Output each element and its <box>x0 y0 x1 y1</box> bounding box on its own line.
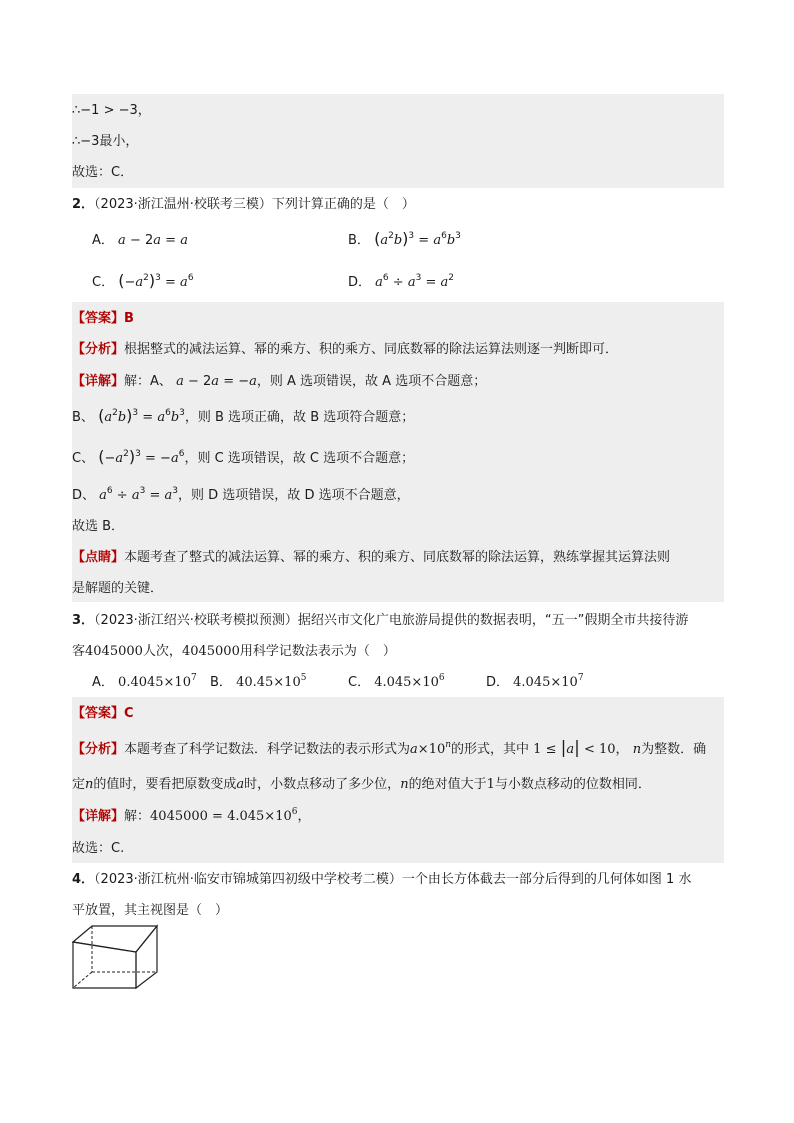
number: 4045000 <box>85 644 143 659</box>
detail-line: D、 $a^6 \div a^3 = a^3$，则 D 选项错误，故 D 选项不合题意， <box>72 486 410 503</box>
question-source: （2023·浙江温州·校联考三模） <box>94 197 272 212</box>
formula: $40.45\times 10^5$ <box>236 673 307 690</box>
conclusion-line: 故选：C. <box>72 841 125 856</box>
question-source: （2023·浙江杭州·临安市锦城第四初级中学校考二模） <box>94 872 402 887</box>
option-d <box>486 674 584 692</box>
formula: $4.045\times 10^6$ <box>374 673 445 690</box>
detail-line: 【详解】解：A、 a − 2a = −a，则 A 选项错误，故 A 选项不合题意； <box>72 374 487 389</box>
detail-text: C、 <box>72 451 95 466</box>
analysis-text: 与小数点移动的位数相同． <box>494 777 651 792</box>
option-d <box>348 274 454 292</box>
formula: a <box>118 233 126 248</box>
formula: $(-a^2)^3 = a^6$ <box>118 271 194 290</box>
question-4-stem-cont: 平放置，其主视图是（ ） <box>72 903 229 918</box>
right-face <box>136 926 157 988</box>
formula: $a^6 \div a^3 = a^2$ <box>375 273 455 290</box>
question-text: 据绍兴市文化广电旅游局提供的数据表明，“五一”假期全市共接待游 <box>297 613 689 628</box>
detail-text: ，则 A 选项错误，故 A 选项不合题意； <box>256 374 487 389</box>
detail-text: D、 <box>72 488 96 503</box>
comment-line <box>72 549 670 567</box>
option-c <box>92 271 194 292</box>
analysis-text: ， <box>615 742 629 757</box>
option-label: C． <box>348 675 371 690</box>
answer-line <box>72 705 134 723</box>
analysis-line: 定n的值时，要看把原数变成a时，小数点移动了多少位，n的绝对值大于1与小数点移动的位数相同． <box>72 777 651 792</box>
option-label: A． <box>92 233 114 248</box>
conclusion-line: 故选 B． <box>72 519 125 534</box>
question-3-stem <box>72 612 688 630</box>
answer-value: C <box>124 706 134 721</box>
analysis-line: 【分析】本题考查了科学记数法．科学记数法的表示形式为$a\times 10^n$的形式，其中 1 ≤ |a| < 10， n为整数．确 <box>72 738 707 758</box>
answer-line <box>72 310 134 328</box>
formula: $0.4045\times 10^7$ <box>118 673 197 690</box>
answer-tag: 【答案】 <box>72 706 125 721</box>
comment-text: 本题考查了整式的减法运算、幂的乘方、积的乘方、同底数幂的除法运算，熟练掌握其运算法则 <box>124 550 671 565</box>
option-a <box>92 674 197 692</box>
solution-line: ∴−1 > −3， <box>72 103 151 118</box>
detail-text: ，则 D 选项错误，故 D 选项不合题意， <box>178 488 410 503</box>
detail-text: 解： <box>124 809 151 824</box>
answer-tag: 【答案】 <box>72 311 125 326</box>
analysis-text: 的绝对值大于 <box>408 777 487 792</box>
question-text: 客 <box>72 644 86 659</box>
analysis-tag: 【分析】 <box>72 342 125 357</box>
number: 4045000 <box>181 644 240 659</box>
option-b <box>348 229 461 250</box>
detail-tag: 【详解】 <box>72 374 125 389</box>
question-source: （2023·浙江绍兴·校联考模拟预测） <box>94 613 298 628</box>
option-label: A． <box>92 675 114 690</box>
question-3-stem-cont <box>72 643 396 661</box>
detail-text: ，则 B 选项正确，故 B 选项符合题意； <box>184 410 415 425</box>
detail-line: B、 $(a^2b)^3 = a^6b^3$，则 B 选项正确，故 B 选项符合题意； <box>72 406 415 425</box>
question-number: 4． <box>72 872 95 887</box>
solution-line: ∴−3最小， <box>72 134 139 149</box>
question-number: 2． <box>72 197 95 212</box>
detail-tag: 【详解】 <box>72 809 125 824</box>
question-text: 下列计算正确的是（ ） <box>271 197 415 212</box>
solid-figure <box>72 924 162 990</box>
detail-line: C、 $(-a^2)^3 = -a^6$，则 C 选项错误，故 C 选项不合题意； <box>72 447 415 466</box>
answer-value: B <box>124 311 134 326</box>
option-label: C． <box>92 275 115 290</box>
detail-text: B、 <box>72 410 94 425</box>
analysis-text: 根据整式的减法运算、幂的乘方、积的乘方、同底数幂的除法运算法则逐一判断即可． <box>124 342 619 357</box>
analysis-text: 定 <box>72 777 86 792</box>
solution-line: 故选：C． <box>72 165 134 180</box>
analysis-text: 为整数．确 <box>641 742 707 757</box>
question-4-stem <box>72 871 691 889</box>
comment-line: 是解题的关键． <box>72 581 164 596</box>
option-label: D． <box>486 675 510 690</box>
option-b <box>210 674 306 692</box>
option-c <box>348 674 445 692</box>
solution-block-q1 <box>72 94 724 188</box>
front-face <box>73 942 136 988</box>
formula: $4.045\times 10^7$ <box>513 673 584 690</box>
analysis-text: 本题考查了科学记数法．科学记数法的表示形式为 <box>124 742 411 757</box>
option-label: B． <box>210 675 232 690</box>
question-text: 用科学记数法表示为（ ） <box>239 644 396 659</box>
question-text: 一个由长方体截去一部分后得到的几何体如图 1 水 <box>401 872 692 887</box>
detail-text: ，则 C 选项错误，故 C 选项不合题意； <box>184 451 415 466</box>
analysis-tag: 【分析】 <box>72 742 125 757</box>
detail-line: 【详解】解：$4045000 = 4.045\times 10^6$， <box>72 807 311 824</box>
formula: a <box>410 742 418 757</box>
analysis-text: 时，小数点移动了多少位， <box>244 777 401 792</box>
analysis-text: 的形式，其中 <box>451 742 530 757</box>
option-a: A． a − 2a = a <box>92 233 188 248</box>
analysis-line <box>72 341 618 359</box>
formula: $(a^2b)^3 = a^6b^3$ <box>374 229 461 248</box>
comment-tag: 【点睛】 <box>72 550 125 565</box>
question-text: 人次， <box>142 644 182 659</box>
question-2-stem <box>72 196 415 214</box>
analysis-text: 的值时，要看把原数变成 <box>93 777 237 792</box>
formula: $4045000 = 4.045\times 10^6$ <box>150 807 298 824</box>
option-label: B． <box>348 233 370 248</box>
option-label: D． <box>348 275 372 290</box>
detail-text: 解：A、 <box>124 374 172 389</box>
hidden-edge <box>73 972 92 988</box>
top-face <box>73 926 157 952</box>
question-number: 3． <box>72 613 95 628</box>
